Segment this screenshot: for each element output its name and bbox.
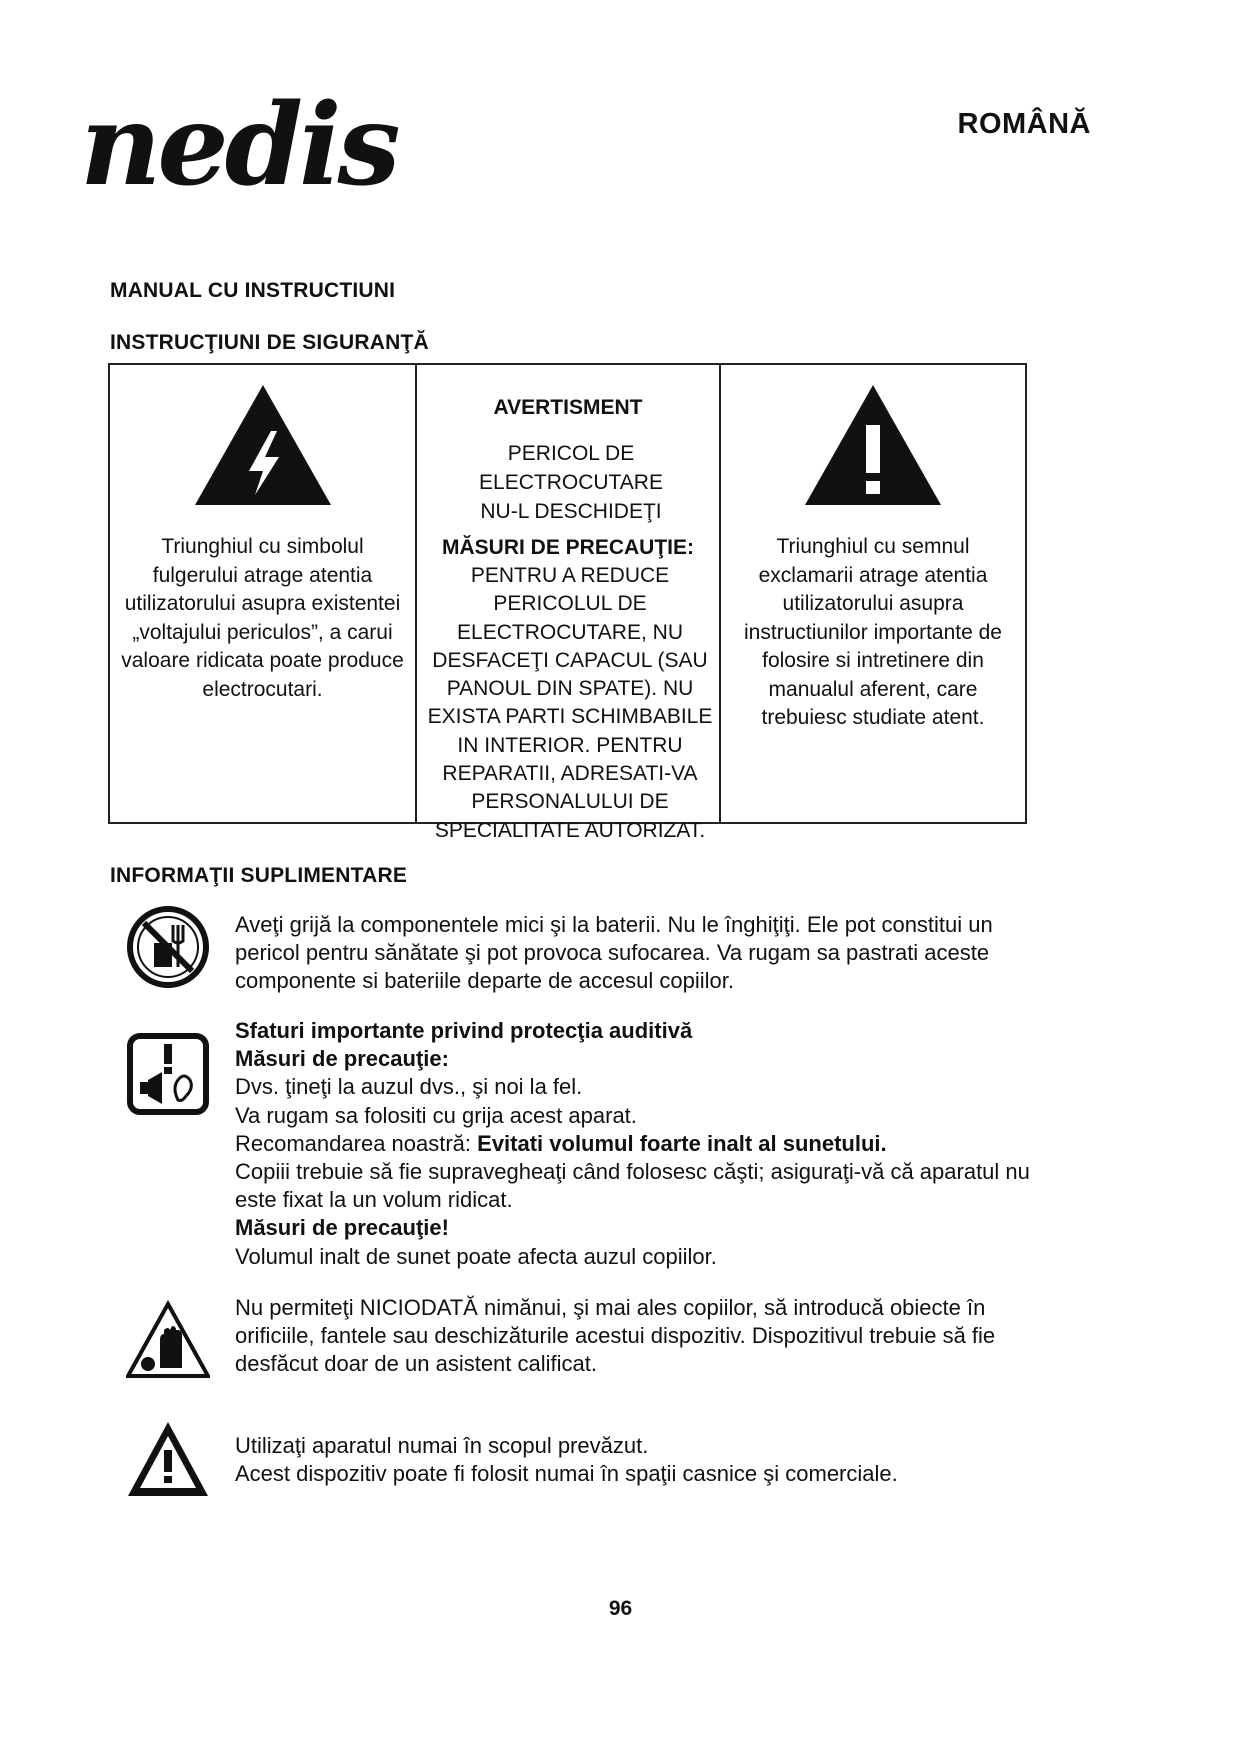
- usage-line-1: Utilizaţi aparatul numai în scopul prevăzut.: [235, 1433, 649, 1458]
- exclamation-warning-icon: [803, 383, 943, 507]
- warning-title: AVERTISMENT: [493, 396, 643, 419]
- manual-title: MANUAL CU INSTRUCTIUNI: [110, 279, 396, 302]
- safety-warning-table: [108, 363, 1027, 842]
- additional-info-heading: INFORMAŢII SUPLIMENTARE: [110, 864, 408, 887]
- recommendation-bold: Evitati volumul foarte inalt al sunetului.: [477, 1130, 887, 1156]
- lightning-cell: [110, 365, 415, 822]
- recommendation-prefix: Recomandarea noastră:: [235, 1130, 478, 1156]
- danger-text: [423, 439, 719, 526]
- hearing-precautions-label-2: Măsuri de precauţie!: [235, 1215, 449, 1241]
- precautions-title: MĂSURI DE PRECAUŢIE:: [441, 536, 694, 559]
- warning-cell: [415, 365, 719, 842]
- usage-line-2: Acest dispozitiv poate fi folosit numai în spaţii casnice şi comerciale.: [235, 1461, 898, 1487]
- hearing-children-line: Copiii trebuie să fie supravegheaţi când folosesc căşti; asiguraţi-vă că aparatul nu este fixat la un volum ridicat.: [235, 1159, 1030, 1213]
- caution-icon: [126, 1418, 210, 1502]
- usage-text: [235, 1432, 1035, 1488]
- hearing-recommendation: [235, 1130, 1035, 1158]
- hearing-precautions-label: Măsuri de precauţie:: [235, 1046, 449, 1072]
- lightning-description: Triunghiul cu simbolul fulgerului atrage atentia utilizatorului asupra existentei „voltajului periculos”, a carui valoare ridicata poate produce electrocutari.: [121, 535, 404, 701]
- safety-heading: INSTRUCŢIUNI DE SIGURANŢĂ: [110, 331, 429, 354]
- small-parts-text: Aveţi grijă la componentele mici şi la baterii. Nu le înghiţiţi. Ele pot constitui un pericol pentru sănătate şi pot provoca sufocarea. Va rugam sa pastrati aceste componente si bateriile departe de accesul copiilor.: [235, 912, 993, 994]
- hearing-line-2: Va rugam sa folositi cu grija acest aparat.: [235, 1102, 637, 1128]
- page-number: 96: [608, 1597, 633, 1620]
- danger-line-1: PERICOL DE ELECTROCUTARE: [479, 442, 663, 494]
- no-swallowing-icon: [126, 905, 210, 989]
- electric-shock-warning-icon: [193, 383, 333, 507]
- openings-warning-text: Nu permiteţi NICIODATĂ nimănui, şi mai ales copiilor, să introducă obiecte în orificiile, fantele sau deschizăturile acestui dispozitiv. Dispozitivul trebuie să fie desfăcut doar de un asistent calificat.: [235, 1295, 996, 1377]
- hearing-protection-icon: [126, 1032, 210, 1116]
- hearing-line-1: Dvs. ţineţi la auzul dvs., şi noi la fel.: [235, 1074, 583, 1100]
- nedis-logo: [80, 92, 460, 202]
- danger-line-2: NU-L DESCHIDEŢI: [480, 500, 662, 523]
- hearing-advice-title: Sfaturi importante privind protecţia auditivă: [235, 1018, 693, 1043]
- exclamation-description: Triunghiul cu semnul exclamarii atrage atentia utilizatorului asupra instructiunilor importante de folosire si intretinere din manualul aferent, care trebuiesc studiate atent.: [744, 535, 1002, 729]
- svg-text:nedis: nedis: [80, 92, 397, 202]
- no-objects-in-openings-icon: [126, 1300, 210, 1384]
- precautions-text: PENTRU A REDUCE PERICOLUL DE ELECTROCUTARE, NU DESFACEŢI CAPACUL (SAU PANOUL DIN SPATE). NU EXISTA PARTI SCHIMBABILE IN INTERIOR. PENTRU REPARATII, ADRESATI-VA PERSONALULUI DE SPECIALITATE AUTORIZAT.: [427, 564, 713, 842]
- hearing-last-line: Volumul inalt de sunet poate afecta auzul copiilor.: [235, 1243, 717, 1269]
- hearing-advice: [235, 1017, 1035, 1271]
- exclamation-cell: [719, 365, 1025, 822]
- language-label: ROMÂNĂ: [957, 108, 1091, 140]
